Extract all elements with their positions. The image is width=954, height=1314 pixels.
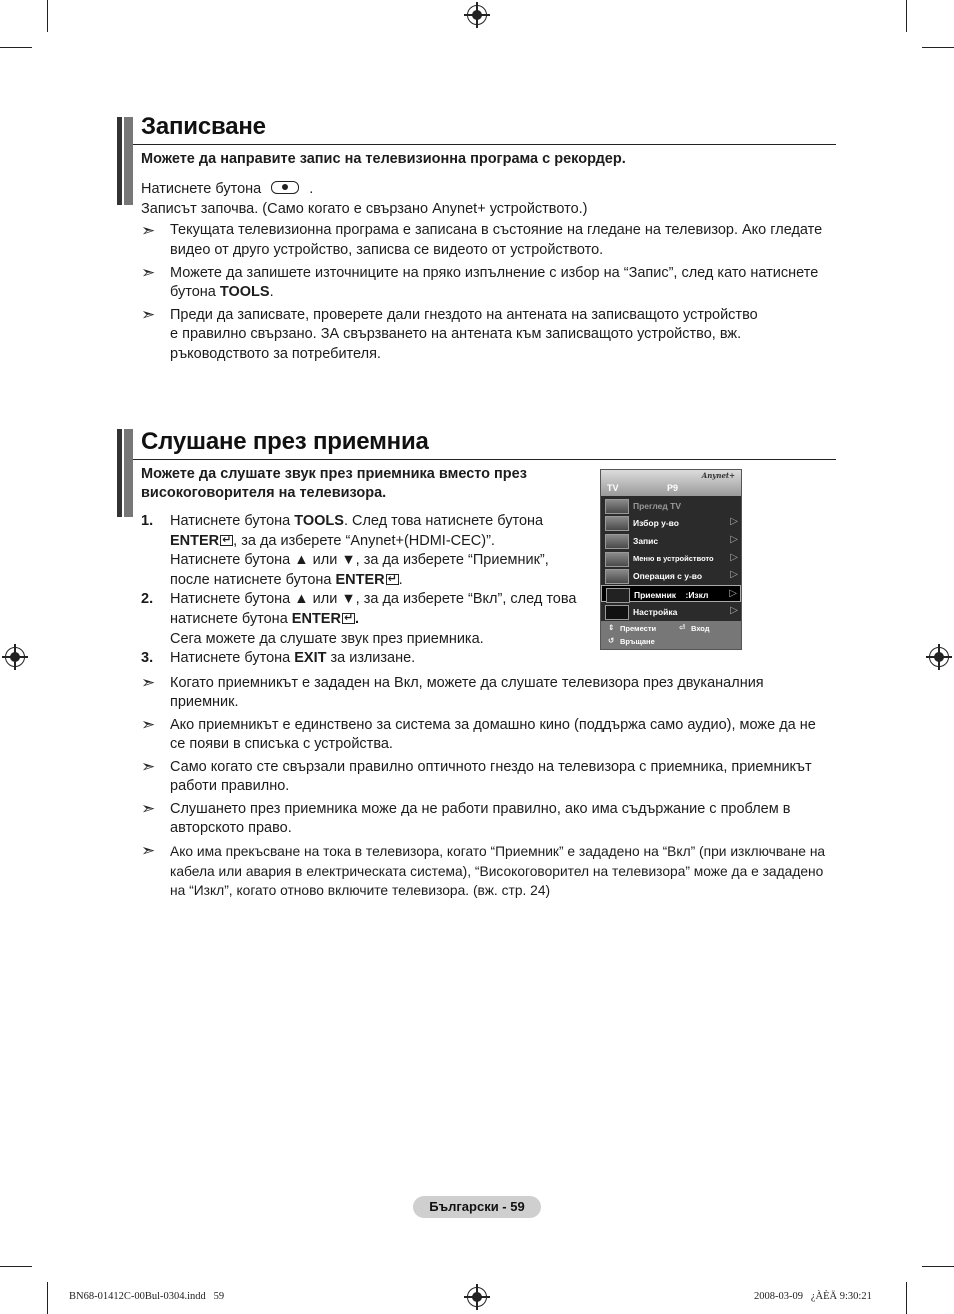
- registration-mark-icon: [467, 1287, 487, 1307]
- step-line: [170, 512, 543, 532]
- footer-file-info: BN68-01412C-00Bul-0304.indd 59: [69, 1291, 225, 1302]
- menu-channel: P9: [667, 483, 679, 493]
- enter-icon: [342, 613, 355, 624]
- note-line: Ако приемникът е единствено за система за домашно кино (поддържа само аудио), може да не: [170, 717, 816, 733]
- note-text: бутона: [170, 284, 220, 300]
- return-icon: ↺: [608, 636, 615, 645]
- registration-mark-icon: [5, 647, 25, 667]
- crop-mark: [0, 1266, 32, 1267]
- note-line: Преди да записвате, проверете дали гнездото на антената на записващото устройство: [170, 307, 758, 323]
- step-line: Натиснете бутона ▲ или ▼, за да изберете “Приемник”,: [170, 552, 549, 568]
- note-arrow-icon: ➣: [141, 799, 156, 818]
- move-icon: ⇕: [608, 623, 615, 632]
- chevron-right-icon: ▷: [730, 516, 738, 527]
- menu-item-label: Преглед TV: [633, 501, 681, 511]
- registration-mark-icon: [929, 647, 949, 667]
- note-text: .: [269, 284, 274, 300]
- note-line: Текущата телевизионна програма е записана в състояние на гледане на телевизор. Ако гледате: [170, 222, 823, 238]
- note-line: е правилно свързано. ЗА свързването на антената към записващото устройство, вж.: [170, 326, 742, 342]
- enter-icon: ⏎: [679, 623, 686, 632]
- menu-header: [601, 470, 741, 496]
- note-line: Ако има прекъсване на тока в телевизора, когато “Приемник” е зададено на “Вкл” (при изключване на: [170, 844, 826, 859]
- record-icon: [605, 534, 629, 549]
- crop-mark: [922, 1266, 954, 1267]
- enter-key: ENTER: [335, 572, 385, 588]
- menu-item-setup[interactable]: [601, 603, 741, 620]
- note-arrow-icon: ➣: [141, 305, 156, 324]
- footer-enter: Вход: [691, 624, 710, 633]
- note-line: Когато приемникът е зададен на Вкл, можете да слушате телевизора през двуканалния: [170, 675, 764, 691]
- result-text: Записът започва. (Само когато е свързано Anynet+ устройството.): [141, 201, 588, 217]
- enter-icon: [386, 574, 399, 585]
- note-line: на “Изкл”, когато отново включите телевизора. (вж. стр. 24): [170, 883, 551, 898]
- crop-mark: [906, 0, 907, 32]
- menu-item-label: Меню в устройството: [633, 554, 714, 563]
- section-bar: [117, 429, 122, 517]
- menu-item-label: Приемник :Изкл: [634, 590, 709, 600]
- menu-item-label: Настройка: [633, 607, 678, 617]
- note-line: Можете да запишете източниците на пряко изпълнение с избор на “Запис”, след като натиснете: [170, 265, 819, 281]
- menu-item-receiver[interactable]: [601, 585, 741, 602]
- step-line: [170, 532, 495, 552]
- menu-item-label: Избор у-во: [633, 518, 679, 528]
- step-line: [170, 571, 403, 591]
- step-text: после натиснете бутона: [170, 572, 336, 588]
- section-rule: [133, 459, 836, 460]
- note-arrow-icon: ➣: [141, 221, 156, 240]
- section-intro: високоговорителя на телевизора.: [141, 485, 387, 501]
- step-text: .: [398, 572, 403, 588]
- section-rule: [133, 144, 836, 145]
- note-line: [170, 283, 274, 303]
- registration-mark-icon: [467, 5, 487, 25]
- setup-icon: [605, 605, 629, 620]
- note-line: кабела или авария в електрическата система), “Високоговорител на телевизора” може да е зададено: [170, 864, 824, 879]
- device-operation-icon: [605, 569, 629, 584]
- page-number-badge: Български - 59: [413, 1196, 541, 1218]
- crop-mark: [47, 1282, 48, 1314]
- menu-item-record[interactable]: [601, 532, 741, 549]
- section-intro: Можете да направите запис на телевизионна програма с рекордер.: [141, 151, 626, 167]
- step-number: 1.: [141, 513, 154, 529]
- step-line: Сега можете да слушате звук през приемника.: [170, 631, 484, 647]
- menu-item-device-operation[interactable]: [601, 567, 741, 584]
- note-arrow-icon: ➣: [141, 757, 156, 776]
- menu-item-label: Запис: [633, 536, 659, 546]
- crop-mark: [47, 0, 48, 32]
- menu-item-select-device[interactable]: [601, 514, 741, 531]
- section-bar: [124, 429, 133, 517]
- note-arrow-icon: ➣: [141, 263, 156, 282]
- enter-key: ENTER: [291, 611, 341, 627]
- menu-footer: [601, 621, 741, 649]
- crop-mark: [906, 1282, 907, 1314]
- record-button-icon: [271, 181, 299, 194]
- tools-key: TOOLS: [294, 513, 344, 529]
- note-line: приемник.: [170, 694, 239, 710]
- crop-mark: [0, 47, 32, 48]
- footer-move: Премести: [620, 624, 657, 633]
- chevron-right-icon: ▷: [730, 605, 738, 616]
- step-line: Натиснете бутона ▲ или ▼, за да изберете “Вкл”, след това: [170, 591, 577, 607]
- step-text: натиснете бутона: [170, 611, 292, 627]
- chevron-right-icon: ▷: [730, 552, 738, 563]
- step-text: за излизане.: [326, 650, 416, 666]
- note-arrow-icon: ➣: [141, 715, 156, 734]
- menu-item-device-menu[interactable]: [601, 550, 741, 567]
- note-line: видео от друго устройство, записва се видеото от устройството.: [170, 242, 604, 258]
- step-number: 2.: [141, 591, 154, 607]
- step-text: [141, 180, 313, 200]
- enter-icon: [220, 535, 233, 546]
- section-intro: Можете да слушате звук през приемника вместо през: [141, 466, 527, 482]
- step-label: Натиснете бутона: [141, 181, 262, 197]
- tv-icon: [605, 499, 629, 514]
- note-line: ръководството за потребителя.: [170, 346, 381, 362]
- section-title-receiver: Слушане през приемниа: [141, 428, 429, 455]
- section-bar: [124, 117, 133, 205]
- tools-key: TOOLS: [219, 284, 270, 300]
- step-text: Натиснете бутона: [170, 650, 295, 666]
- step-line: [170, 610, 359, 630]
- menu-item-view-tv[interactable]: [601, 497, 741, 514]
- device-select-icon: [605, 516, 629, 531]
- note-line: Само когато сте свързали правилно оптичното гнездо на телевизора с приемника, приемникът: [170, 759, 812, 775]
- menu-source: TV: [607, 483, 619, 493]
- note-line: работи правилно.: [170, 778, 290, 794]
- section-bar: [117, 117, 122, 205]
- anynet-logo: Anynet+: [701, 471, 735, 480]
- crop-mark: [922, 47, 954, 48]
- step-text: .: [354, 611, 359, 627]
- step-line: [170, 649, 415, 669]
- anynet-menu-screenshot: [600, 469, 742, 650]
- chevron-right-icon: ▷: [730, 569, 738, 580]
- step-text: , за да изберете “Anynet+(HDMI-CEC)”.: [233, 533, 495, 549]
- chevron-right-icon: ▷: [730, 534, 738, 545]
- exit-key: EXIT: [294, 650, 327, 666]
- section-title-recording: Записване: [141, 113, 266, 140]
- footer-timestamp: 2008-03-09 ¿ÀÈÄ 9:30:21: [754, 1291, 872, 1302]
- note-line: Слушането през приемника може да не работи правилно, ако има съдържание с проблем в: [170, 801, 791, 817]
- menu-item-label: Операция с у-во: [633, 571, 703, 581]
- step-text: . След това натиснете бутона: [343, 513, 544, 529]
- note-arrow-icon: ➣: [141, 673, 156, 692]
- step-after: .: [309, 181, 314, 197]
- note-line: авторското право.: [170, 820, 292, 836]
- step-number: 3.: [141, 650, 154, 666]
- enter-key: ENTER: [170, 533, 220, 549]
- note-arrow-icon: ➣: [141, 841, 156, 860]
- receiver-icon: [606, 588, 630, 603]
- device-menu-icon: [605, 552, 629, 567]
- step-text: Натиснете бутона: [170, 513, 295, 529]
- note-line: се появи в списъка с устройства.: [170, 736, 393, 752]
- footer-return: Връщане: [620, 637, 655, 646]
- chevron-right-icon: ▷: [729, 588, 737, 599]
